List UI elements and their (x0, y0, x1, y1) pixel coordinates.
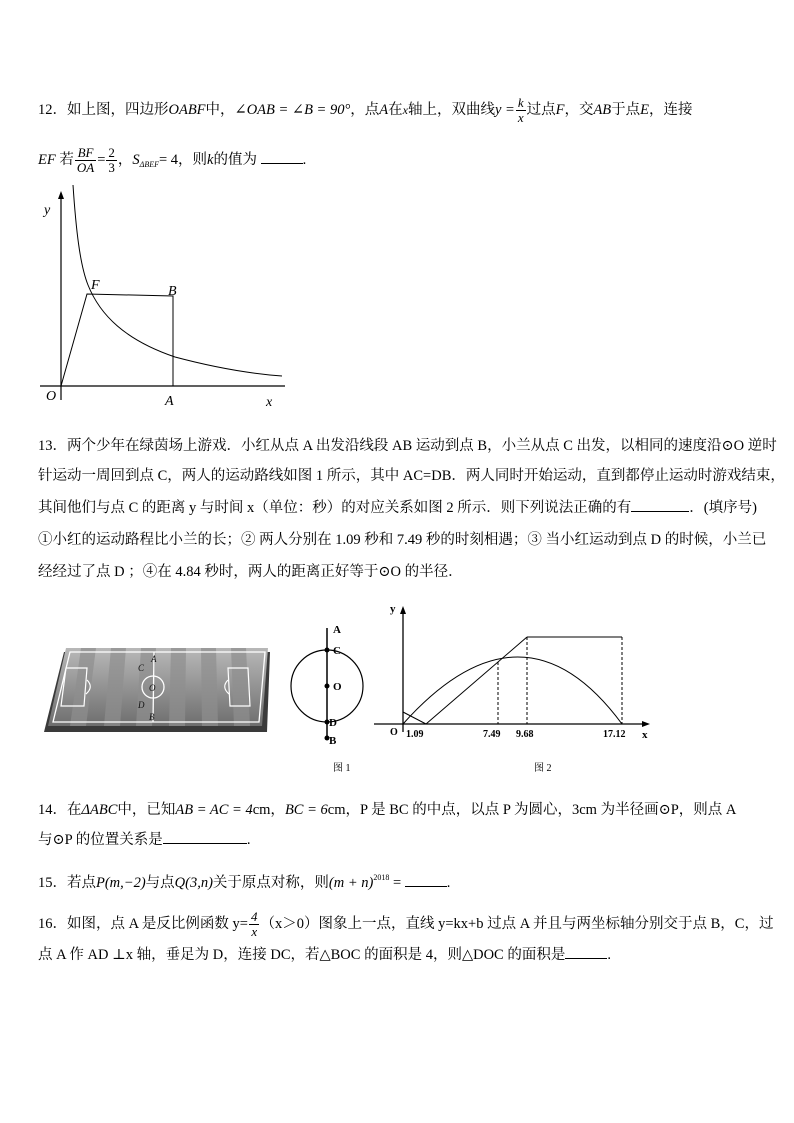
fig2-y-arrow (400, 606, 406, 614)
fraction-denominator: x (251, 924, 258, 939)
q13-soccer-field-image (40, 640, 280, 740)
q12-text: ，则 (178, 151, 208, 168)
fig1-label-O: O (333, 681, 342, 693)
q13-figure-2 (368, 600, 668, 780)
field-label-C: C (138, 663, 145, 673)
fig2-label-x: x (642, 729, 648, 741)
fig1-point-C (325, 648, 330, 653)
q15-point-P: P(m,−2) (96, 875, 146, 891)
q14-triangle: ΔABC (81, 802, 118, 818)
fig1-label-B: B (329, 735, 337, 747)
q12-answer-blank[interactable] (261, 151, 303, 164)
q16-text: （x＞0）图象上一点，直线 y=kx+b 过点 A 并且与两坐标轴分别交于点 B，C，过 (260, 915, 774, 932)
q15-equals: = (392, 875, 402, 891)
q12-text: 的值为 (213, 151, 257, 168)
q16-period: . (607, 947, 611, 963)
q16-fraction-4-over-x (249, 910, 260, 939)
q13-line-2: 针运动一周回到点 C，两人的运动路线如图 1 所示，其中 AC=DB．两人同时开始运动，直到都停止运动时游戏结束， (38, 468, 785, 484)
q12-equals: = (97, 151, 106, 168)
q12-label-y: y (44, 203, 51, 218)
q12-text: 轴上，双曲线 (407, 101, 495, 118)
q12-fraction-bf-oa (75, 146, 96, 175)
q12-label-F: F (91, 278, 100, 293)
fig2-caption: 图 2 (534, 763, 552, 774)
fig2-xiaohong-rise (426, 637, 527, 724)
q12-fraction-k-over-x (516, 96, 526, 125)
fig2-tick-17.12: 17.12 (603, 729, 626, 740)
fig1-label-A: A (333, 624, 341, 636)
field-label-B: B (149, 712, 155, 722)
q16-line-2 (38, 945, 611, 965)
q12-fraction-2-3 (106, 146, 117, 175)
q12-label-x: x (266, 395, 273, 410)
fig2-xiaohong-initial (403, 712, 426, 724)
q13-text: ．(填序号) (689, 500, 757, 516)
q12-figure (30, 185, 300, 415)
q12-angle-condition: ∠OAB = ∠B = 90° (234, 101, 351, 118)
q12-area-symbol: S (132, 151, 140, 168)
field-label-O: O (149, 683, 156, 693)
fig1-caption: 图 1 (333, 763, 351, 774)
q15-text: 与点 (145, 875, 175, 891)
q12-area-value: = 4 (158, 151, 179, 168)
q13-line-1: 13．两个少年在绿茵场上游戏．小红从点 A 出发沿线段 AB 运动到点 B，小兰从点 C 出发，以相同的速度沿⊙O 逆时 (38, 438, 777, 454)
fraction-numerator: BF (75, 146, 96, 161)
q14-text: 中，已知 (117, 802, 176, 818)
q13-figure-1 (285, 618, 365, 778)
q12-point: E (640, 101, 650, 118)
q12-text: ，点 (350, 101, 380, 118)
q12-text: 若 (59, 151, 74, 168)
q15-period: . (446, 875, 451, 891)
q12-label-B: B (168, 284, 177, 299)
fig2-x-arrow (642, 721, 650, 727)
q14-period: . (246, 832, 251, 848)
q16-line-1 (38, 910, 773, 939)
q12-text: ，连接 (649, 101, 693, 118)
q12-text: 12．如上图，四边形 (38, 101, 169, 118)
q13-line-4: ①小红的运动路程比小兰的长；② 两人分别在 1.09 秒和 7.49 秒的时刻相遇；③ 当小红运动到点 D 的时候，小兰已 (38, 532, 767, 548)
q12-label-O: O (46, 389, 57, 404)
q16-text: 点 A 作 AD ⊥x 轴，垂足为 D，连接 DC，若△BOC 的面积是 4，则△DOC 的面积是 (38, 947, 566, 963)
q14-text: cm， (252, 802, 285, 818)
fraction-numerator: 2 (108, 145, 115, 160)
fig2-tick-1.09: 1.09 (406, 729, 424, 740)
q15-point-Q: Q(3,n) (174, 875, 213, 891)
q13-text: 其间他们与点 C 的距离 y 与时间 x（单位：秒）的对应关系如图 2 所示．则下列说法正确的有 (38, 500, 632, 516)
fig2-tick-7.49: 7.49 (483, 729, 501, 740)
fraction-numerator: 4 (250, 909, 258, 924)
fig2-label-O: O (390, 727, 398, 738)
q12-line-1 (38, 96, 693, 125)
q14-line-1 (38, 800, 736, 820)
fraction-denominator: x (517, 110, 524, 125)
q15-answer-blank[interactable] (405, 874, 447, 887)
q16-answer-blank[interactable] (565, 946, 607, 959)
q13-line-5: 经经过了点 D ；④在 4.84 秒时，两人的距离正好等于⊙O 的半径． (38, 564, 463, 580)
q12-segment: EF (38, 151, 56, 168)
q16-text: 16．如图，点 A 是反比例函数 y= (38, 915, 248, 932)
q12-period: . (302, 151, 307, 168)
fig1-label-C: C (333, 645, 341, 657)
q15-text: 关于原点对称，则 (212, 875, 329, 891)
q12-formula: y = (494, 101, 515, 118)
fig2-xiaolan-curve (403, 657, 622, 724)
q14-line-2 (38, 830, 250, 850)
q12-point: F (555, 101, 565, 118)
fig1-point-O (325, 684, 330, 689)
q12-variable-k: k (207, 151, 214, 168)
field-label-D: D (138, 700, 145, 710)
fig2-label-y: y (390, 603, 396, 615)
q14-text: 14．在 (38, 802, 82, 818)
q12-quadrilateral-OABF (61, 294, 173, 386)
q14-text: 与⊙P 的位置关系是 (38, 832, 163, 848)
q12-text: ， (117, 151, 133, 168)
q15-exponent: 2018 (373, 873, 390, 882)
q14-sides-ab-ac: AB = AC = 4 (175, 802, 253, 818)
q12-hyperbola-curve (73, 185, 282, 376)
fig1-label-D: D (329, 717, 337, 729)
q12-area-subscript: ΔBEF (139, 159, 159, 169)
q12-text: ，交 (564, 101, 594, 118)
q13-line-3 (38, 498, 757, 518)
fraction-denominator: 3 (108, 160, 115, 175)
q15-expression: (m + n) (328, 875, 374, 891)
q13-answer-blank[interactable] (631, 499, 689, 512)
q12-text: 过点 (526, 101, 556, 118)
q12-line-2 (38, 146, 306, 175)
q14-answer-blank[interactable] (163, 831, 247, 844)
q12-label-A: A (165, 394, 174, 409)
q12-text: 中， (205, 101, 235, 118)
q12-text: 在 (388, 101, 403, 118)
q12-text: 于点 (611, 101, 641, 118)
q15-text: 15．若点 (38, 875, 96, 891)
fraction-numerator: k (517, 95, 524, 110)
q12-segment: AB (593, 101, 612, 118)
q12-quad-name: OABF (168, 101, 206, 118)
q15-line (38, 868, 450, 893)
q12-axis: x (402, 102, 408, 117)
fig2-tick-9.68: 9.68 (516, 729, 534, 740)
q14-side-bc: BC = 6 (284, 802, 328, 818)
q14-text: cm，P 是 BC 的中点，以点 P 为圆心，3cm 为半径画⊙P，则点 A (327, 802, 737, 818)
q12-y-arrow (58, 191, 64, 199)
fraction-denominator: OA (76, 160, 95, 175)
q12-point: A (379, 101, 389, 118)
field-label-A: A (151, 654, 157, 664)
